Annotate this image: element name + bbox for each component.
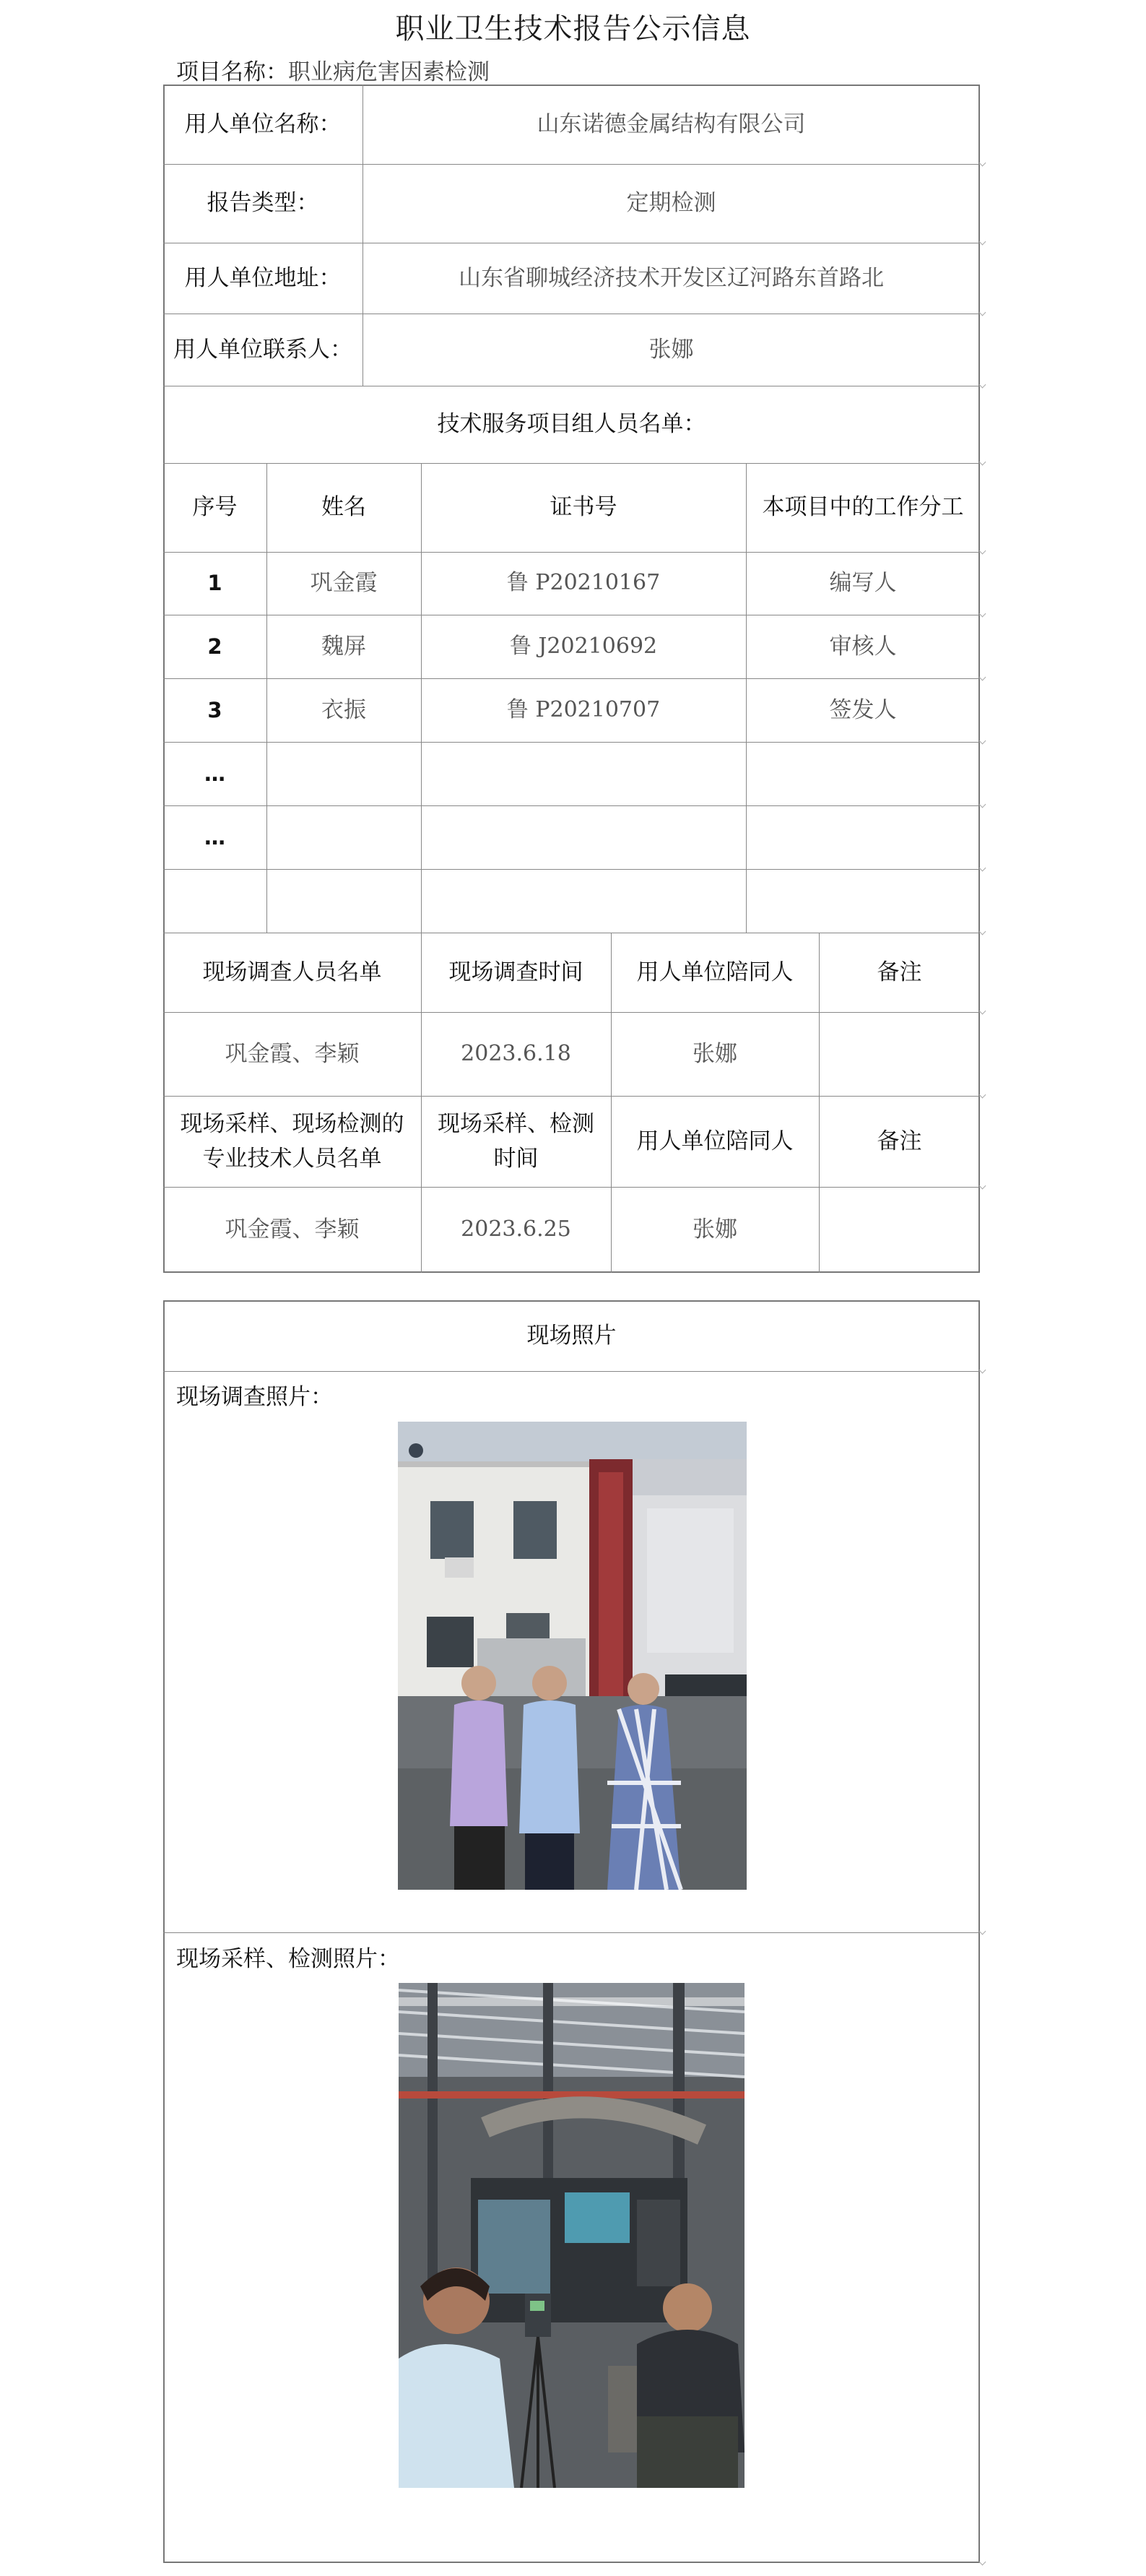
unit-address-value: 山东省聊城经济技术开发区辽河路东首路北 bbox=[459, 264, 884, 291]
team-row-name: 巩金霞 bbox=[310, 570, 378, 597]
survey-col-note: 备注 bbox=[877, 959, 922, 985]
team-row-role: 编写人 bbox=[829, 570, 897, 597]
team-row-no: 1 bbox=[207, 571, 222, 596]
team-row-no: … bbox=[204, 761, 225, 786]
survey-people: 巩金霞、李颖 bbox=[225, 1040, 360, 1067]
team-row-role bbox=[746, 742, 980, 805]
team-row-role: 签发人 bbox=[829, 696, 897, 723]
sampling-col-escort: 用人单位陪同人 bbox=[636, 1128, 794, 1154]
photos-heading: 现场照片 bbox=[526, 1322, 617, 1349]
unit-address-label: 用人单位地址： bbox=[184, 264, 342, 291]
team-row-name bbox=[266, 805, 421, 869]
sampling-col-note: 备注 bbox=[877, 1128, 922, 1154]
col-role: 本项目中的工作分工 bbox=[762, 494, 964, 521]
sampling-col-date: 现场采样、检测时间 bbox=[438, 1110, 594, 1172]
unit-name-label: 用人单位名称： bbox=[184, 111, 342, 137]
survey-col-people: 现场调查人员名单 bbox=[202, 959, 382, 985]
team-row-cert bbox=[421, 805, 746, 869]
survey-date: 2023.6.18 bbox=[461, 1040, 571, 1066]
team-row-cert bbox=[421, 869, 746, 933]
report-type-value: 定期检测 bbox=[626, 190, 716, 217]
page-title: 职业卫生技术报告公示信息 bbox=[395, 12, 751, 46]
sampling-date: 2023.6.25 bbox=[461, 1216, 571, 1242]
team-row-name bbox=[266, 869, 421, 933]
unit-contact-label: 用人单位联系人： bbox=[173, 336, 352, 363]
col-no: 序号 bbox=[192, 494, 238, 521]
unit-name-value: 山东诺德金属结构有限公司 bbox=[537, 111, 806, 137]
project-name bbox=[176, 53, 490, 86]
team-row-name: 衣振 bbox=[321, 696, 366, 723]
team-row-role bbox=[746, 805, 980, 869]
team-row-name bbox=[266, 742, 421, 805]
team-row-role: 审核人 bbox=[829, 633, 897, 660]
sampling-photo bbox=[399, 1983, 745, 2488]
survey-photo-label: 现场调查照片： bbox=[176, 1384, 333, 1410]
team-row-name: 魏屏 bbox=[321, 633, 366, 660]
team-row-no: 3 bbox=[207, 697, 222, 722]
sampling-people: 巩金霞、李颖 bbox=[225, 1216, 360, 1243]
report-type-label: 报告类型： bbox=[207, 190, 319, 217]
team-row-cert: 鲁 J20210692 bbox=[509, 633, 658, 659]
team-row-cert: 鲁 P20210707 bbox=[506, 696, 661, 722]
sampling-note bbox=[819, 1187, 980, 1273]
team-row-cert: 鲁 P20210167 bbox=[506, 570, 661, 596]
survey-col-escort: 用人单位陪同人 bbox=[636, 959, 794, 985]
project-label: 项目名称： bbox=[176, 59, 288, 85]
survey-photo bbox=[398, 1422, 747, 1890]
project-value: 职业病危害因素检测 bbox=[288, 59, 490, 85]
survey-col-date: 现场调查时间 bbox=[448, 959, 583, 985]
team-heading: 技术服务项目组人员名单： bbox=[437, 411, 706, 438]
sampling-escort: 张娜 bbox=[693, 1216, 737, 1243]
team-row-cert bbox=[421, 742, 746, 805]
unit-contact-value: 张娜 bbox=[648, 336, 694, 363]
col-name: 姓名 bbox=[321, 494, 366, 521]
team-row-no: … bbox=[204, 824, 225, 850]
team-row-no bbox=[163, 869, 266, 933]
survey-escort: 张娜 bbox=[693, 1040, 737, 1067]
col-cert: 证书号 bbox=[550, 494, 617, 521]
sampling-col-people: 现场采样、现场检测的专业技术人员名单 bbox=[180, 1110, 404, 1172]
team-row-no: 2 bbox=[207, 634, 222, 659]
survey-note bbox=[819, 1012, 980, 1096]
sampling-photo-label: 现场采样、检测照片： bbox=[176, 1946, 400, 1972]
team-row-role bbox=[746, 869, 980, 933]
